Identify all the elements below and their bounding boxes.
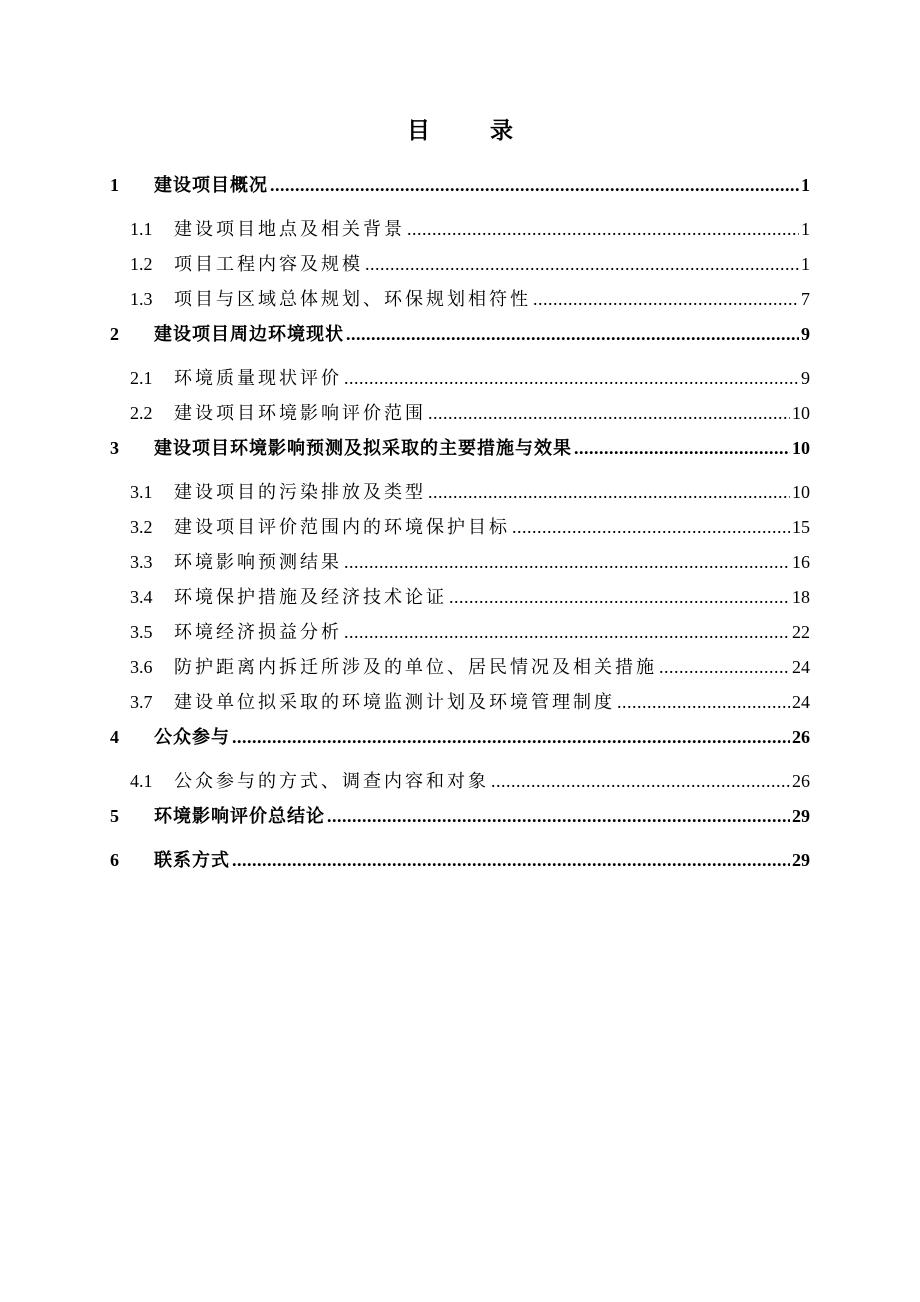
toc-entry-label: 环境经济损益分析 <box>174 622 342 643</box>
toc-entry-label: 建设项目地点及相关背景 <box>174 219 405 240</box>
toc-entry-number: 3.1 <box>130 482 153 502</box>
toc-section-entry[interactable] <box>110 284 810 319</box>
toc-section-entry[interactable] <box>110 547 810 582</box>
toc-leader-dots <box>574 433 790 463</box>
toc-leader-dots <box>449 582 790 612</box>
toc-title: 目 录 <box>406 117 539 144</box>
toc-entry-page: 24 <box>792 657 810 677</box>
toc-section-entry[interactable] <box>110 512 810 547</box>
toc-leader-dots <box>344 617 790 647</box>
toc-section-entry[interactable] <box>110 766 810 801</box>
toc-leader-dots <box>659 652 790 682</box>
toc-chapter-entry[interactable] <box>110 319 810 363</box>
toc-entry-page: 26 <box>792 727 810 747</box>
toc-entry-label: 环境影响评价总结论 <box>154 806 325 827</box>
toc-section-entry[interactable] <box>110 582 810 617</box>
toc-entry-number: 1.1 <box>130 219 153 239</box>
toc-entry-number: 3.5 <box>130 622 153 642</box>
toc-entry-number: 3.6 <box>130 657 153 677</box>
toc-entry-number: 3.4 <box>130 587 153 607</box>
toc-entry-number: 5 <box>110 806 119 826</box>
toc-section-entry[interactable] <box>110 214 810 249</box>
toc-entry-page: 18 <box>792 587 810 607</box>
toc-entry-page: 9 <box>801 324 810 344</box>
toc-entry-label: 项目工程内容及规模 <box>174 254 363 275</box>
toc-leader-dots <box>512 512 790 542</box>
toc-entry-page: 15 <box>792 517 810 537</box>
toc-entry-label: 建设项目环境影响评价范围 <box>174 403 426 424</box>
toc-leader-dots <box>232 722 790 752</box>
toc-entry-number: 1.2 <box>130 254 153 274</box>
toc-entry-page: 29 <box>792 806 810 826</box>
toc-section-entry[interactable] <box>110 477 810 512</box>
toc-entry-number: 1 <box>110 175 119 195</box>
toc-leader-dots <box>327 801 790 831</box>
table-of-contents <box>110 170 810 889</box>
toc-entry-page: 16 <box>792 552 810 572</box>
toc-leader-dots <box>533 284 799 314</box>
toc-section-entry[interactable] <box>110 687 810 722</box>
toc-entry-label: 公众参与的方式、调查内容和对象 <box>174 771 489 792</box>
toc-chapter-entry[interactable] <box>110 722 810 766</box>
toc-entry-number: 3.2 <box>130 517 153 537</box>
toc-entry-label: 建设单位拟采取的环境监测计划及环境管理制度 <box>174 692 615 713</box>
toc-entry-page: 1 <box>801 219 810 239</box>
toc-entry-page: 26 <box>792 771 810 791</box>
toc-chapter-entry[interactable] <box>110 801 810 845</box>
toc-entry-number: 2.2 <box>130 403 153 423</box>
toc-chapter-entry[interactable] <box>110 845 810 889</box>
toc-leader-dots <box>270 170 799 200</box>
toc-section-entry[interactable] <box>110 652 810 687</box>
toc-entry-label: 防护距离内拆迁所涉及的单位、居民情况及相关措施 <box>174 657 657 678</box>
toc-entry-label: 建设项目周边环境现状 <box>154 324 344 345</box>
toc-entry-number: 1.3 <box>130 289 153 309</box>
toc-entry-label: 环境影响预测结果 <box>174 552 342 573</box>
toc-entry-number: 2 <box>110 324 119 344</box>
toc-leader-dots <box>407 214 799 244</box>
toc-entry-page: 1 <box>801 175 810 195</box>
toc-entry-label: 建设项目评价范围内的环境保护目标 <box>174 517 510 538</box>
toc-entry-page: 7 <box>801 289 810 309</box>
toc-section-entry[interactable] <box>110 617 810 652</box>
toc-entry-number: 3.7 <box>130 692 153 712</box>
toc-entry-page: 29 <box>792 850 810 870</box>
toc-entry-page: 10 <box>792 403 810 423</box>
toc-entry-label: 建设项目的污染排放及类型 <box>174 482 426 503</box>
toc-entry-page: 22 <box>792 622 810 642</box>
toc-entry-label: 环境质量现状评价 <box>174 368 342 389</box>
toc-chapter-entry[interactable] <box>110 170 810 214</box>
toc-leader-dots <box>344 363 799 393</box>
toc-entry-number: 2.1 <box>130 368 153 388</box>
toc-entry-label: 联系方式 <box>154 850 230 871</box>
toc-leader-dots <box>232 845 790 875</box>
toc-leader-dots <box>617 687 790 717</box>
toc-leader-dots <box>344 547 790 577</box>
toc-chapter-entry[interactable] <box>110 433 810 477</box>
toc-leader-dots <box>346 319 799 349</box>
toc-entry-page: 1 <box>801 254 810 274</box>
toc-entry-number: 3 <box>110 438 119 458</box>
toc-entry-label: 建设项目概况 <box>154 175 268 196</box>
toc-section-entry[interactable] <box>110 249 810 284</box>
toc-entry-label: 项目与区域总体规划、环保规划相符性 <box>174 289 531 310</box>
toc-entry-number: 3.3 <box>130 552 153 572</box>
toc-entry-label: 公众参与 <box>154 727 230 748</box>
toc-entry-page: 24 <box>792 692 810 712</box>
toc-leader-dots <box>428 477 790 507</box>
toc-leader-dots <box>365 249 799 279</box>
toc-leader-dots <box>428 398 790 428</box>
toc-entry-page: 9 <box>801 368 810 388</box>
toc-entry-number: 4.1 <box>130 771 153 791</box>
toc-entry-number: 4 <box>110 727 119 747</box>
toc-entry-number: 6 <box>110 850 119 870</box>
toc-leader-dots <box>491 766 790 796</box>
toc-section-entry[interactable] <box>110 398 810 433</box>
toc-section-entry[interactable] <box>110 363 810 398</box>
toc-entry-label: 建设项目环境影响预测及拟采取的主要措施与效果 <box>154 438 572 459</box>
toc-entry-page: 10 <box>792 438 810 458</box>
toc-entry-label: 环境保护措施及经济技术论证 <box>174 587 447 608</box>
toc-entry-page: 10 <box>792 482 810 502</box>
